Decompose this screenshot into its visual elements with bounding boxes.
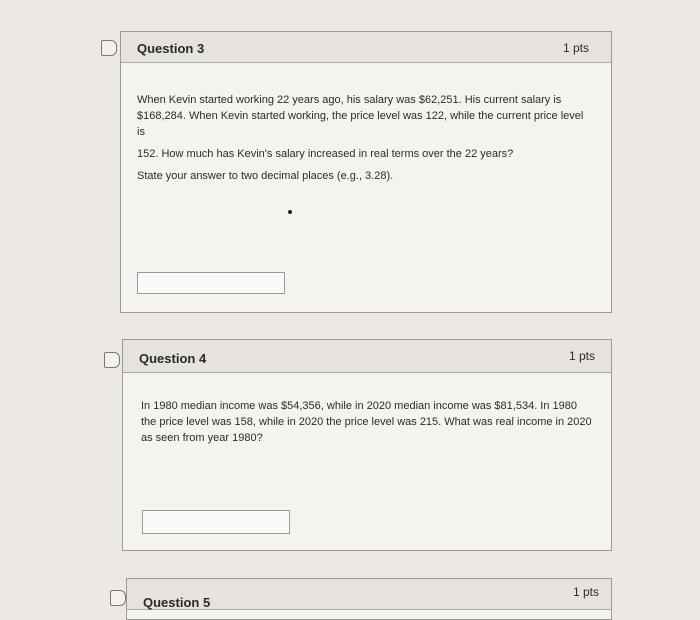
flag-question-5-icon[interactable] [110, 590, 126, 606]
question-3-paragraph-1: When Kevin started working 22 years ago, his salary was $62,251. His current salary is $168,284. When Kevin started working, the price level was 122, while the current price level is [137, 94, 584, 138]
question-3-answer-input[interactable] [137, 272, 285, 294]
question-4-points: 1 pts [568, 349, 595, 363]
question-3-card [120, 31, 612, 313]
question-4-answer-input[interactable] [142, 510, 290, 534]
question-3-body [137, 92, 585, 190]
question-5-card [126, 578, 612, 620]
question-4-body [141, 398, 593, 452]
question-4-card [122, 339, 612, 551]
question-3-paragraph-2: 152. How much has Kevin's salary increased in real terms over the 22 years? [137, 148, 514, 160]
question-4-header [123, 340, 611, 373]
question-4-title: Question 4 [139, 351, 207, 366]
flag-question-4-icon[interactable] [104, 352, 120, 368]
question-5-title: Question 5 [143, 595, 211, 610]
question-5-header [127, 579, 611, 610]
question-3-paragraph-3: State your answer to two decimal places (e.g., 3.28). [137, 170, 394, 182]
cursor-dot [288, 210, 292, 214]
question-3-points: 1 pts [562, 41, 589, 55]
question-4-paragraph-1: In 1980 median income was $54,356, while in 2020 median income was $81,534. In 1980 the price level was 158, while in 2020 the price level was 215. What was real income in 2020 as seen from year 1980? [141, 400, 592, 444]
question-5-points: 1 pts [572, 585, 599, 599]
question-3-header [121, 32, 611, 63]
question-3-title: Question 3 [137, 41, 205, 56]
flag-question-3-icon[interactable] [101, 40, 117, 56]
